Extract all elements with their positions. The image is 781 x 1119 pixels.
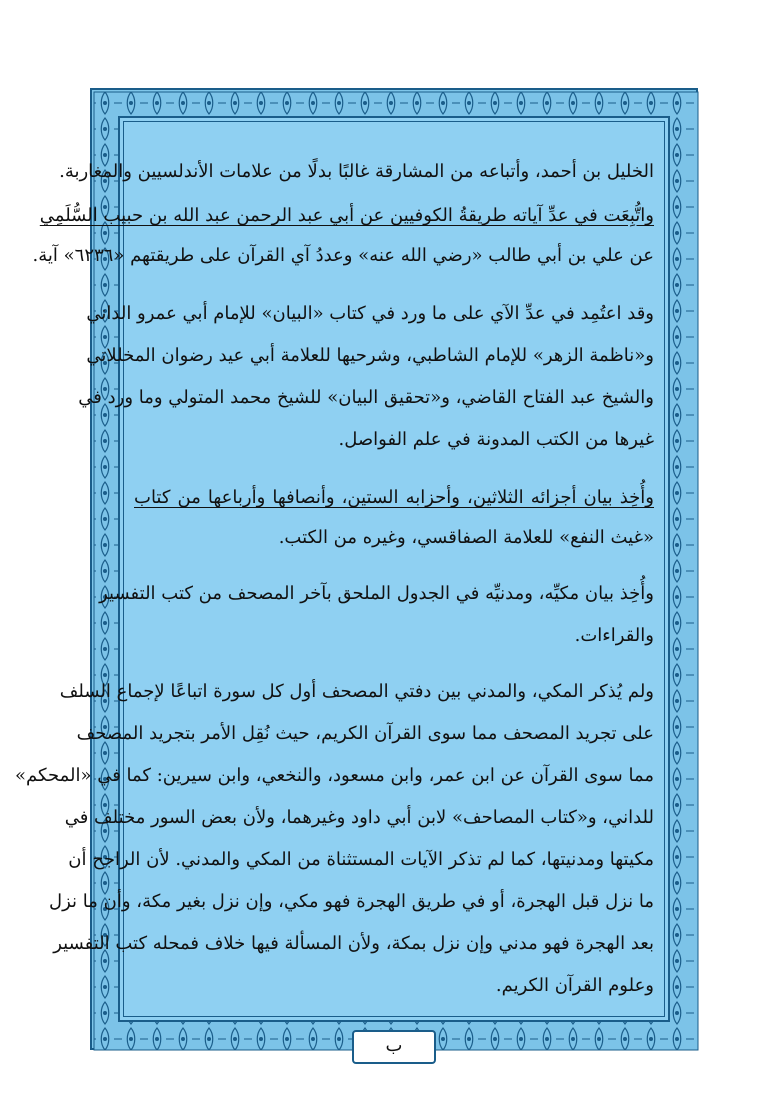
text-line: وأُخِذ بيان أجزائه الثلاثين، وأحزابه الستين، وأنصافها وأرباعها من كتاب	[134, 487, 654, 508]
text-line: وعلوم القرآن الكريم.	[495, 975, 654, 996]
text-line: ما نزل قبل الهجرة، أو في طريق الهجرة فهو مكي، وإن نزل بغير مكة، وأن ما نزل	[49, 891, 654, 912]
text-line: والقراءات.	[574, 625, 654, 646]
text-line: ولم يُذكر المكي، والمدني بين دفتي المصحف أول كل سورة اتباعًا لإجماع السلف	[59, 681, 654, 702]
text-line: وأُخِذ بيان مكيِّه، ومدنيِّه في الجدول الملحق بآخر المصحف من كتب التفسير	[99, 583, 654, 604]
text-line: والشيخ عبد الفتاح القاضي، و«تحقيق البيان» للشيخ محمد المتولي وما ورد في	[78, 387, 654, 408]
text-line: غيرها من الكتب المدونة في علم الفواصل.	[338, 429, 654, 450]
text-line: عن علي بن أبي طالب «رضي الله عنه» وعددُ آي القرآن على طريقتهم «٦٢٣٦» آية.	[32, 245, 654, 266]
text-line: مكيتها ومدنيتها، كما لم تذكر الآيات المستثناة من المكي والمدني. لأن الراجح أن	[68, 849, 654, 870]
text-line: بعد الهجرة فهو مدني وإن نزل بمكة، ولأن المسألة فيها خلاف فمحله كتب التفسير	[53, 933, 654, 954]
text-line: «غيث النفع» للعلامة الصفاقسي، وغيره من الكتب.	[278, 527, 654, 548]
page-number: ب	[352, 1030, 436, 1064]
page-frame	[15, 88, 698, 1056]
text-line: الخليل بن أحمد، وأتباعه من المشارقة غالبًا بدلًا من علامات الأندلسيين والمغاربة.	[59, 161, 654, 182]
text-panel	[15, 116, 670, 1022]
text-line: وقد اعتُمِد في عدِّ الآي على ما ورد في كتاب «البيان» للإمام أبي عمرو الداني	[86, 303, 654, 324]
text-line: مما سوى القرآن عن ابن عمر، وابن مسعود، والنخعي، وابن سيرين: كما في «المحكم»	[15, 765, 654, 786]
text-line: للداني، و«كتاب المصاحف» لابن أبي داود وغيرهما، ولأن بعض السور مختلف في	[64, 807, 654, 828]
text-line: و«ناظمة الزهر» للإمام الشاطبي، وشرحيها للعلامة أبي عيد رضوان المخللاتي	[86, 345, 654, 366]
text-line: على تجريد المصحف مما سوى القرآن الكريم، حيث نُقِل الأمر بتجريد المصحف	[76, 723, 654, 744]
body-text	[15, 130, 654, 996]
text-line: واتُّبِعَت في عدِّ آياته طريقةُ الكوفيين عن أبي عبد الرحمن عبد الله بن حبيب السُّلَمِي	[39, 205, 654, 226]
